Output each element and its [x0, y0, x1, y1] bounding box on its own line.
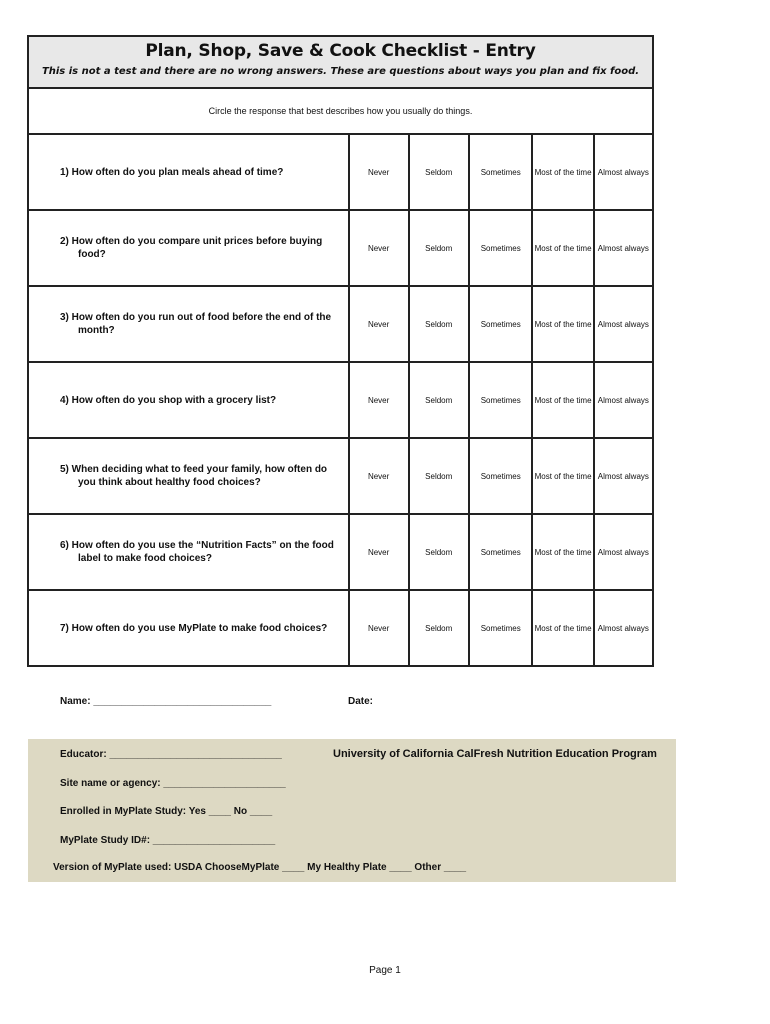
response-option-label: Most of the time [534, 395, 592, 405]
response-option[interactable] [532, 590, 593, 666]
response-option-label: Almost always [597, 623, 649, 633]
response-option[interactable] [594, 210, 652, 286]
response-option-label: Almost always [597, 395, 649, 405]
response-option-label: Seldom [425, 395, 453, 405]
question-text: 5) When deciding what to feed your family, how often do you think about healthy food choices? [60, 464, 328, 488]
response-option-label: Never [367, 547, 390, 557]
response-option-label: Seldom [425, 547, 453, 557]
response-option-label: Sometimes [480, 623, 521, 633]
response-option-label: Almost always [597, 167, 649, 177]
response-option[interactable] [469, 362, 533, 438]
question-row [29, 514, 652, 590]
checklist-sheet [27, 35, 654, 667]
response-option[interactable] [594, 438, 652, 514]
response-option-label: Most of the time [534, 167, 592, 177]
response-option-label: Never [367, 243, 390, 253]
response-option-label: Almost always [597, 471, 649, 481]
response-option-label: Never [367, 471, 390, 481]
response-option-label: Most of the time [534, 623, 592, 633]
response-option[interactable] [409, 590, 469, 666]
response-option-label: Sometimes [480, 243, 521, 253]
question-row [29, 590, 652, 666]
response-option-label: Almost always [597, 319, 649, 329]
response-option-label: Never [367, 395, 390, 405]
response-option[interactable] [532, 135, 593, 210]
question-row [29, 135, 652, 210]
response-option[interactable] [532, 514, 593, 590]
response-option-label: Most of the time [534, 547, 592, 557]
question-cell [29, 135, 349, 210]
response-option[interactable] [349, 362, 409, 438]
instructions [29, 89, 652, 135]
response-option[interactable] [469, 514, 533, 590]
response-option[interactable] [469, 286, 533, 362]
response-option[interactable] [594, 514, 652, 590]
response-option-label: Never [367, 319, 390, 329]
response-option[interactable] [532, 210, 593, 286]
response-option[interactable] [594, 362, 652, 438]
instructions-text: Circle the response that best describes how you usually do things. [208, 106, 473, 116]
date-field[interactable]: Date: [348, 696, 374, 707]
response-option[interactable] [349, 590, 409, 666]
title-box [29, 37, 652, 89]
organization-name: University of California CalFresh Nutrition Education Program [333, 748, 657, 760]
educator-field[interactable]: Educator: _______________________________ [60, 749, 282, 760]
question-text: 2) How often do you compare unit prices before buying food? [60, 236, 323, 260]
question-row [29, 438, 652, 514]
response-option-label: Almost always [597, 547, 649, 557]
question-cell [29, 590, 349, 666]
response-option-label: Sometimes [480, 471, 521, 481]
response-option-label: Seldom [425, 471, 453, 481]
response-option-label: Sometimes [480, 395, 521, 405]
question-cell [29, 362, 349, 438]
question-cell [29, 438, 349, 514]
response-option[interactable] [469, 135, 533, 210]
question-text: 6) How often do you use the “Nutrition Facts” on the food label to make food choices? [60, 540, 334, 564]
response-option-label: Seldom [425, 167, 453, 177]
program-info-box [28, 739, 676, 882]
response-option-label: Never [367, 167, 390, 177]
study-id-field[interactable]: MyPlate Study ID#: ______________________ [60, 835, 276, 846]
response-option[interactable] [532, 438, 593, 514]
question-row [29, 362, 652, 438]
response-option-label: Seldom [425, 243, 453, 253]
response-option[interactable] [409, 438, 469, 514]
response-option-label: Sometimes [480, 319, 521, 329]
site-field[interactable]: Site name or agency: ______________________ [60, 778, 286, 789]
response-option-label: Sometimes [480, 547, 521, 557]
response-option[interactable] [532, 362, 593, 438]
response-option-label: Most of the time [534, 471, 592, 481]
response-option[interactable] [409, 135, 469, 210]
question-cell [29, 514, 349, 590]
response-option[interactable] [349, 286, 409, 362]
response-option-label: Almost always [597, 243, 649, 253]
question-cell [29, 210, 349, 286]
response-option[interactable] [594, 286, 652, 362]
page-subtitle: This is not a test and there are no wrong answers. These are questions about ways you plan and fix food. [41, 66, 640, 77]
page-title: Plan, Shop, Save & Cook Checklist - Entry [145, 41, 536, 61]
question-row [29, 286, 652, 362]
response-option[interactable] [469, 210, 533, 286]
question-text: 7) How often do you use MyPlate to make food choices? [60, 622, 328, 634]
page-number: Page 1 [369, 965, 401, 976]
response-option[interactable] [409, 210, 469, 286]
response-option[interactable] [349, 135, 409, 210]
response-option-label: Sometimes [480, 167, 521, 177]
question-cell [29, 286, 349, 362]
response-option[interactable] [594, 590, 652, 666]
response-option[interactable] [594, 135, 652, 210]
response-option-label: Most of the time [534, 243, 592, 253]
response-option[interactable] [409, 514, 469, 590]
question-text: 3) How often do you run out of food before the end of the month? [60, 312, 332, 336]
enrolled-field[interactable]: Enrolled in MyPlate Study: Yes ____ No ____ [60, 806, 273, 817]
response-option[interactable] [532, 286, 593, 362]
question-text: 4) How often do you shop with a grocery list? [60, 394, 277, 406]
question-row [29, 210, 652, 286]
response-option[interactable] [349, 210, 409, 286]
response-option-label: Seldom [425, 319, 453, 329]
response-option[interactable] [469, 590, 533, 666]
question-text: 1) How often do you plan meals ahead of time? [60, 166, 284, 178]
response-option[interactable] [349, 514, 409, 590]
response-option[interactable] [349, 438, 409, 514]
version-field[interactable]: Version of MyPlate used: USDA ChooseMyPlate ____ My Healthy Plate ____ Other ____ [53, 862, 467, 873]
response-option-label: Seldom [425, 623, 453, 633]
question-table [29, 135, 652, 667]
response-option-label: Most of the time [534, 319, 592, 329]
response-option-label: Never [367, 623, 390, 633]
name-field[interactable]: Name: ________________________________ [60, 696, 272, 707]
response-option[interactable] [469, 438, 533, 514]
response-option[interactable] [409, 286, 469, 362]
response-option[interactable] [409, 362, 469, 438]
